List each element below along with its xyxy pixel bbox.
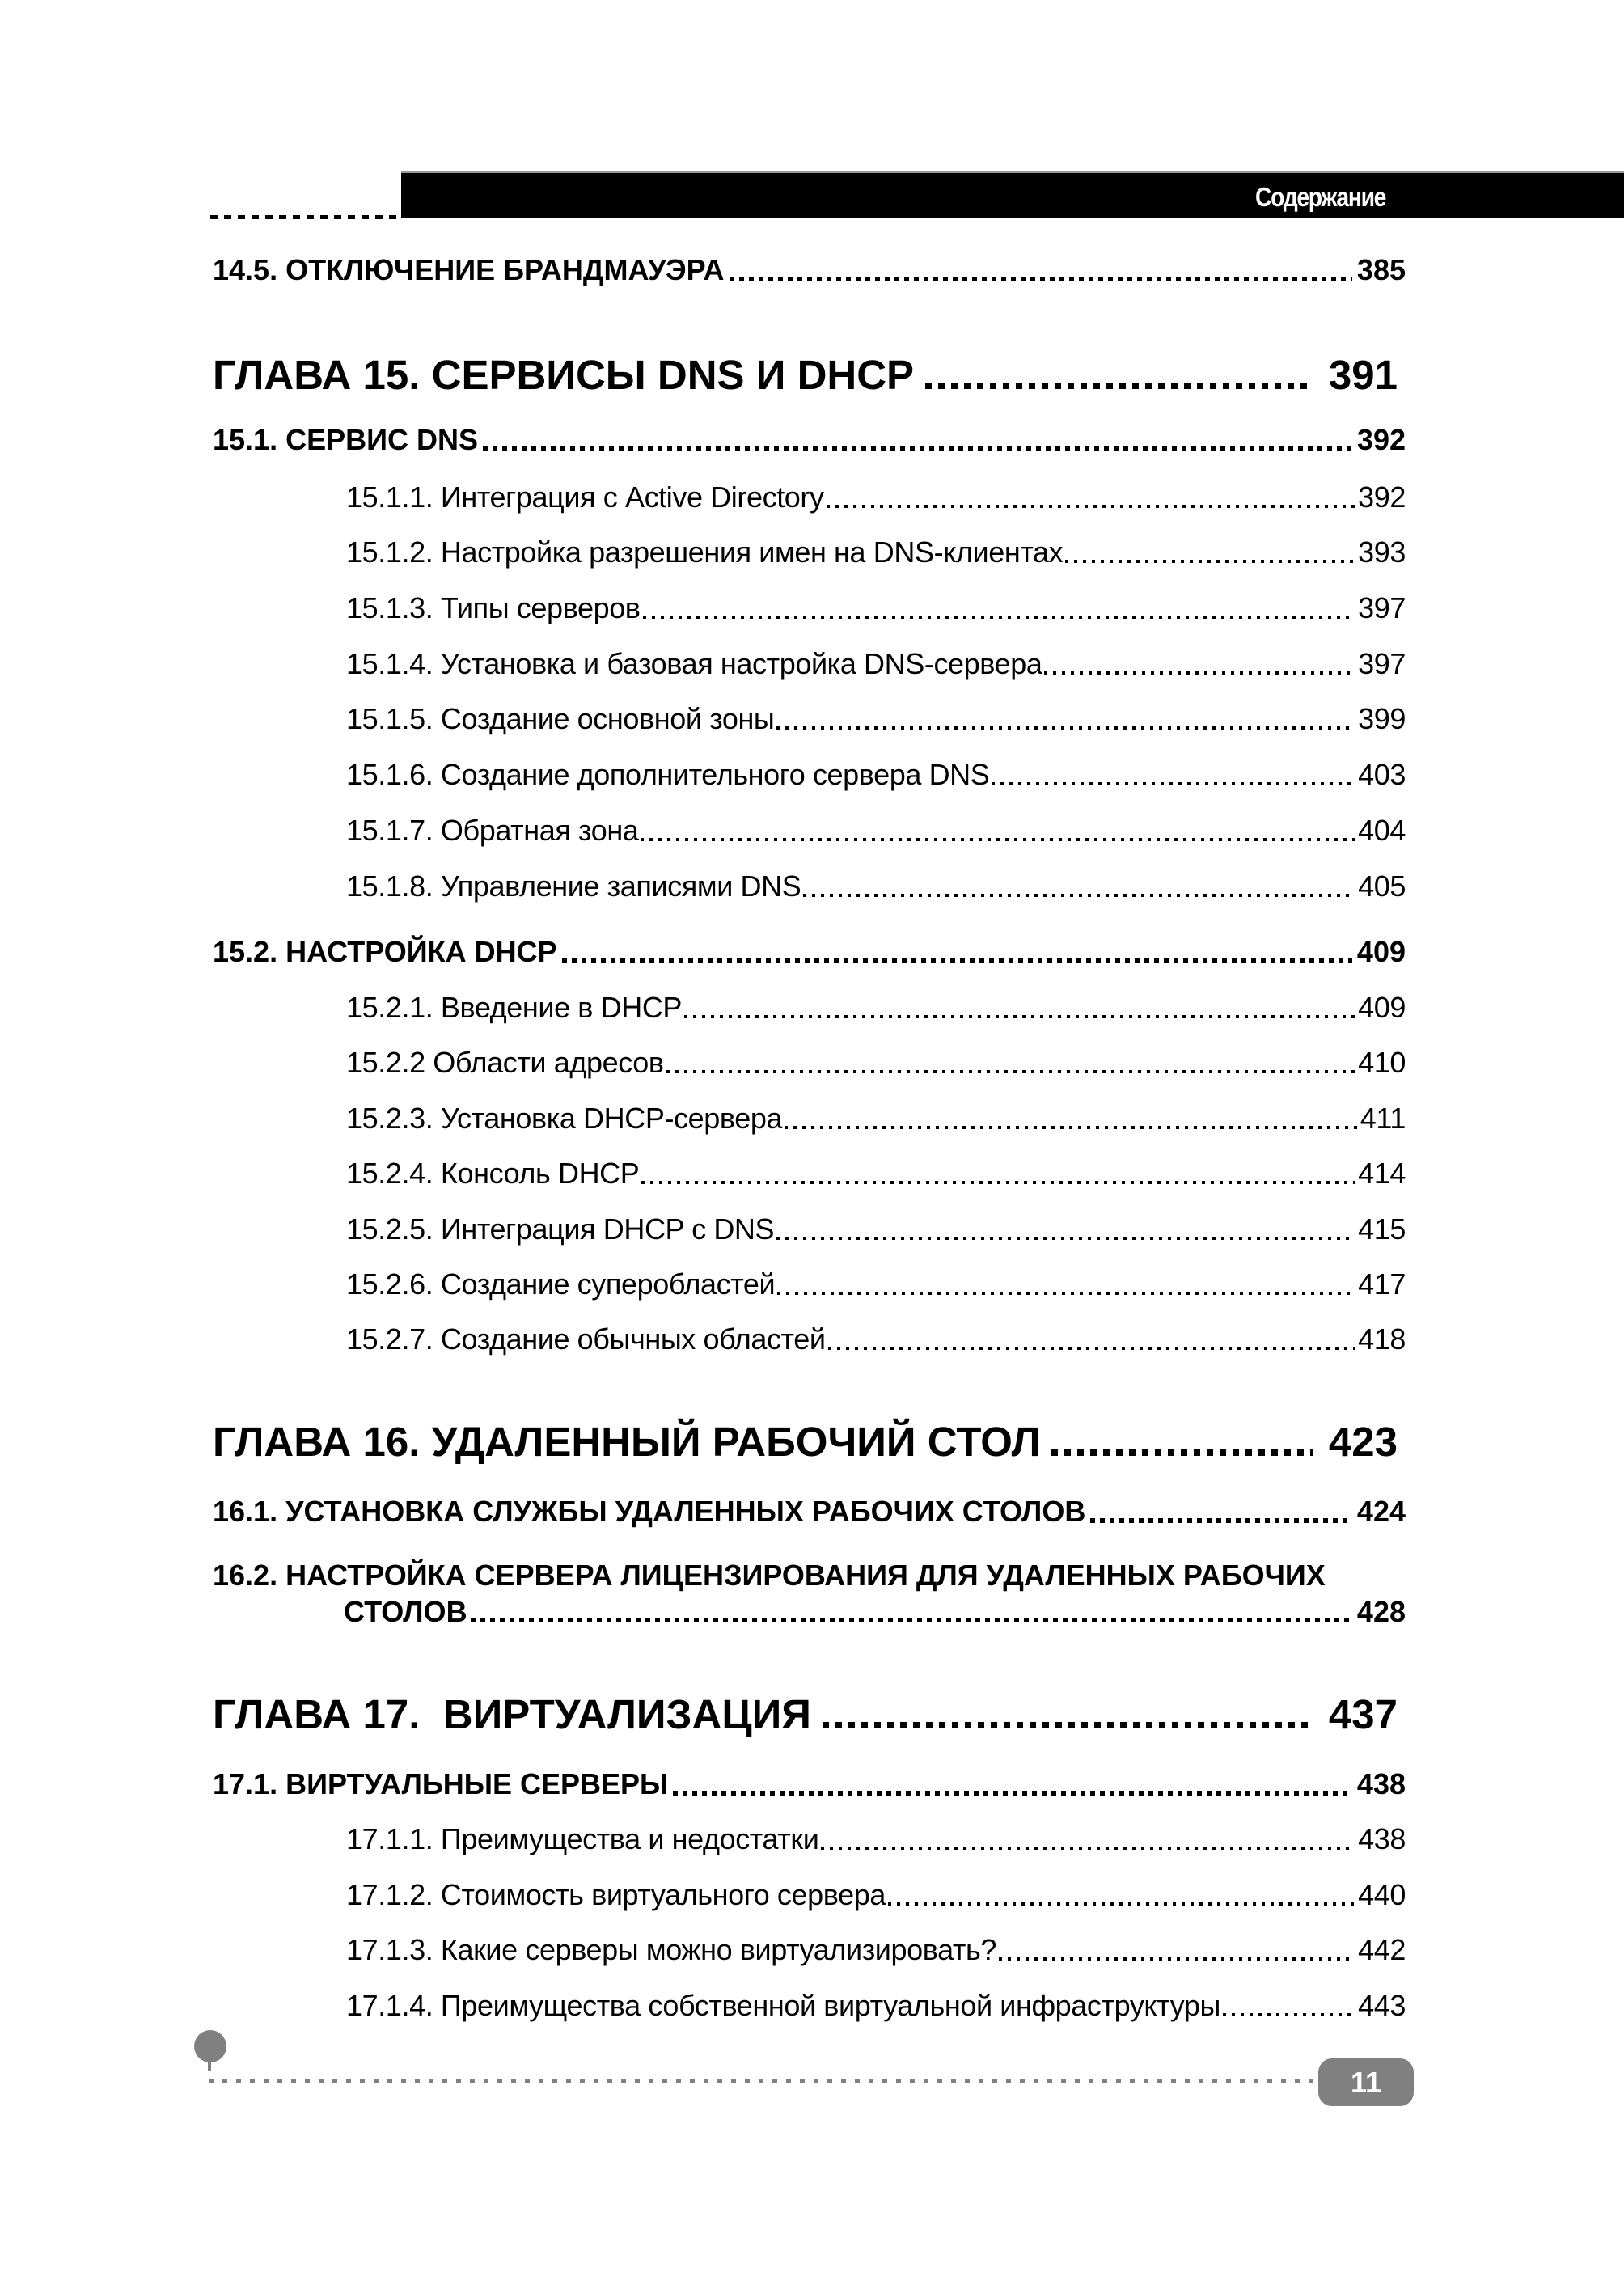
dot-leader — [785, 1126, 1358, 1129]
dot-leader — [471, 1618, 1354, 1622]
dot-leader — [776, 726, 1355, 730]
toc-page: 392 — [1358, 480, 1406, 514]
toc-page: 438 — [1358, 1822, 1406, 1855]
toc-page: 397 — [1358, 647, 1406, 680]
toc-page: 438 — [1356, 1767, 1406, 1800]
dot-leader — [777, 1292, 1355, 1295]
toc-page: 417 — [1358, 1267, 1406, 1301]
toc-page: 405 — [1358, 869, 1406, 903]
running-header-title: Содержание — [1255, 182, 1386, 212]
toc-label: 15.1.6. Создание дополнительного сервера DNS — [346, 758, 990, 791]
footer-ornament-stem — [208, 2062, 211, 2071]
toc-label: 15.1.4. Установка и базовая настройка DNS-сервера — [346, 647, 1042, 680]
toc-chapter-16[interactable] — [213, 1417, 1398, 1466]
toc-page: 423 — [1328, 1418, 1398, 1465]
toc-label: 17.1.2. Стоимость виртуального сервера — [346, 1878, 886, 1911]
dot-leader — [666, 1070, 1356, 1073]
dot-leader — [1065, 560, 1355, 563]
toc-label: 15.2. НАСТРОЙКА DHCP — [213, 935, 557, 968]
toc-subsection[interactable] — [346, 1876, 1406, 1914]
toc-label: 15.1.1. Интеграция с Active Directory — [346, 480, 824, 514]
toc-subsection[interactable] — [346, 1931, 1406, 1969]
dot-leader — [1090, 1518, 1352, 1523]
dot-leader — [828, 1347, 1356, 1350]
toc-page: 424 — [1356, 1495, 1406, 1528]
toc-page: 392 — [1356, 423, 1406, 456]
toc-label: 17.1.1. Преимущества и недостатки — [346, 1822, 819, 1855]
header-bar — [401, 171, 1624, 218]
toc-label: 15.1.2. Настройка разрешения имен на DNS-клиентах — [346, 535, 1064, 569]
toc-label: 15.2.6. Создание суперобластей — [346, 1267, 776, 1301]
toc-label: ГЛАВА 15. СЕРВИСЫ DNS И DHCP — [213, 351, 915, 398]
toc-subsection[interactable] — [346, 1986, 1406, 2025]
toc-page: 440 — [1358, 1878, 1406, 1911]
toc-page: 428 — [1356, 1594, 1406, 1628]
toc-page: 391 — [1328, 351, 1398, 398]
dot-leader — [1051, 1449, 1313, 1456]
toc-label: 15.2.7. Создание обычных областей — [346, 1322, 826, 1356]
dot-leader — [673, 1791, 1352, 1796]
toc-subsection[interactable] — [346, 533, 1406, 572]
toc-page: 418 — [1358, 1322, 1406, 1356]
dot-leader — [684, 1015, 1355, 1018]
toc-page: 443 — [1358, 1989, 1406, 2022]
dot-leader — [776, 1237, 1355, 1240]
toc-section-14-5[interactable] — [213, 251, 1406, 290]
toc-subsection[interactable] — [346, 1154, 1406, 1193]
toc-label: 15.1.7. Обратная зона — [346, 814, 639, 847]
toc-subsection[interactable] — [346, 1320, 1406, 1359]
page-number-badge: 11 — [1318, 2058, 1414, 2106]
toc-subsection[interactable] — [346, 1820, 1406, 1859]
dot-leader — [641, 838, 1355, 841]
toc-page: 404 — [1358, 814, 1406, 847]
dot-leader — [483, 446, 1352, 451]
toc-subsection[interactable] — [346, 700, 1406, 738]
toc-subsection[interactable] — [346, 988, 1406, 1027]
dot-leader — [992, 782, 1355, 785]
toc-label: 15.2.2 Области адресов — [346, 1046, 664, 1079]
toc-page: 410 — [1358, 1046, 1406, 1079]
toc-page: 437 — [1328, 1690, 1398, 1737]
toc-subsection[interactable] — [346, 1099, 1406, 1138]
dot-leader — [1044, 671, 1355, 675]
dot-leader — [1223, 2013, 1355, 2016]
dot-leader — [823, 1722, 1313, 1728]
toc-page: 409 — [1356, 935, 1406, 968]
toc-label: ГЛАВА 17. ВИРТУАЛИЗАЦИЯ — [213, 1690, 811, 1737]
toc-label: 15.2.3. Установка DHCP-сервера — [346, 1102, 783, 1135]
dot-leader — [562, 958, 1352, 963]
toc-section-17-1[interactable] — [213, 1765, 1406, 1804]
toc-label: 17.1. ВИРТУАЛЬНЫЕ СЕРВЕРЫ — [213, 1767, 669, 1800]
dot-leader — [730, 277, 1352, 281]
toc-label-line2: СТОЛОВ — [344, 1594, 467, 1628]
toc-subsection[interactable] — [346, 867, 1406, 906]
toc-label: 15.1.8. Управление записями DNS — [346, 869, 801, 903]
toc-subsection[interactable] — [346, 645, 1406, 683]
dot-leader — [888, 1902, 1355, 1906]
toc-label: 15.2.5. Интеграция DHCP с DNS — [346, 1212, 775, 1246]
toc-page: 399 — [1358, 702, 1406, 735]
footer-circle-ornament — [194, 2030, 226, 2062]
toc-label: 17.1.4. Преимущества собственной виртуальной инфраструктуры — [346, 1989, 1220, 2022]
toc-subsection[interactable] — [346, 811, 1406, 850]
toc-chapter-15[interactable] — [213, 350, 1398, 399]
toc-page: 393 — [1358, 535, 1406, 569]
toc-label: 15.1.5. Создание основной зоны — [346, 702, 775, 735]
toc-label: ГЛАВА 16. УДАЛЕННЫЙ РАБОЧИЙ СТОЛ — [213, 1418, 1041, 1465]
toc-section-15-2[interactable] — [213, 933, 1406, 971]
toc-label-line1: 16.2. НАСТРОЙКА СЕРВЕРА ЛИЦЕНЗИРОВАНИЯ ДЛЯ УДАЛЕННЫХ РАБОЧИХ — [213, 1559, 1326, 1592]
toc-subsection[interactable] — [346, 1210, 1406, 1249]
dot-leader — [821, 1847, 1355, 1850]
dot-leader — [925, 383, 1313, 389]
toc-subsection[interactable] — [346, 589, 1406, 628]
toc-page: 385 — [1356, 253, 1406, 286]
toc-subsection[interactable] — [346, 1265, 1406, 1304]
toc-label: 14.5. ОТКЛЮЧЕНИЕ БРАНДМАУЭРА — [213, 253, 725, 286]
toc-page: 409 — [1358, 991, 1406, 1024]
toc-section-16-1[interactable] — [213, 1492, 1406, 1531]
toc-page: 411 — [1360, 1102, 1406, 1135]
dot-leader — [827, 505, 1356, 508]
dot-leader — [803, 894, 1355, 897]
dot-leader — [999, 1957, 1355, 1961]
toc-page: 397 — [1358, 591, 1406, 624]
toc-label: 15.2.1. Введение в DHCP — [346, 991, 683, 1024]
toc-page: 442 — [1358, 1933, 1406, 1966]
toc-label: 15.1.3. Типы серверов — [346, 591, 641, 624]
toc-label: 15.1. СЕРВИС DNS — [213, 423, 478, 456]
toc-subsection[interactable] — [346, 478, 1406, 517]
toc-page: 414 — [1358, 1157, 1406, 1190]
toc-page: 415 — [1358, 1212, 1406, 1246]
toc-section-16-2[interactable] — [213, 1557, 1406, 1630]
toc-section-15-1[interactable] — [213, 421, 1406, 459]
toc-subsection[interactable] — [346, 755, 1406, 794]
dot-leader — [641, 1181, 1355, 1184]
toc-chapter-17[interactable] — [213, 1690, 1398, 1738]
toc-page: 403 — [1358, 758, 1406, 791]
toc-label: 16.1. УСТАНОВКА СЛУЖБЫ УДАЛЕННЫХ РАБОЧИХ СТОЛОВ — [213, 1495, 1086, 1528]
toc-label-line2-row — [213, 1593, 1406, 1630]
toc-label: 17.1.3. Какие серверы можно виртуализировать? — [346, 1933, 996, 1966]
footer-dashed-rule — [209, 2079, 1320, 2083]
header-dashed-rule — [210, 215, 401, 219]
toc-label: 15.2.4. Консоль DHCP — [346, 1157, 640, 1190]
dot-leader — [643, 616, 1356, 619]
toc-subsection[interactable] — [346, 1043, 1406, 1082]
